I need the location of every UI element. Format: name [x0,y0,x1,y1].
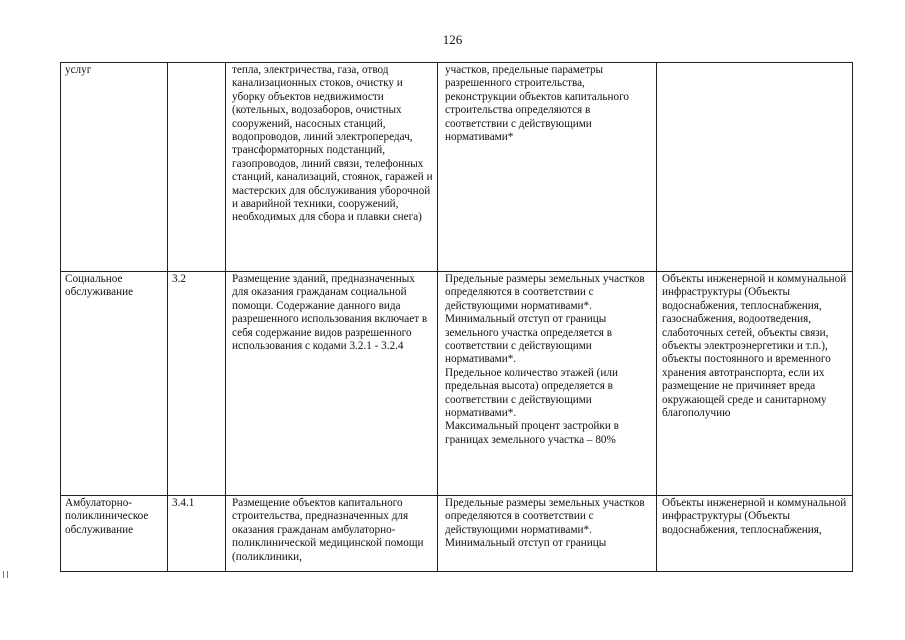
construction-parameters-cell [438,63,657,272]
auxiliary-uses-cell [657,272,853,496]
auxiliary-uses-cell [657,496,853,572]
scan-edge-mark [3,571,8,578]
construction-parameters: Предельные размеры земельных участков определяются в соответствии с действующими нормативами*. Минимальный отступ от границы земельного участка определяется в соответствии с действующими нормативами*. Предельное количество этажей (или предельная высота) определяется в соответствии с действующими нормативами*. Максимальный процент застройки в границах земельного участка – 80% [445,273,645,446]
page-number: 126 [442,32,463,47]
construction-parameters-cell [438,272,657,496]
use-type-name-cell [61,496,168,572]
table-row [61,496,853,572]
auxiliary-uses-cell [657,63,853,272]
construction-parameters: Предельные размеры земельных участков определяются в соответствии с действующими нормативами*. Минимальный отступ от границы [445,497,645,550]
use-type-code-cell [168,496,226,572]
construction-parameters-cell [438,496,657,572]
use-type-name-cell [61,63,168,272]
use-type-code: 3.4.1 [172,497,195,509]
table-row [61,272,853,496]
use-type-description-cell [226,272,438,496]
construction-parameters: участков, предельные параметры разрешенного строительства, реконструкции объектов капитального строительства определяются в соответствии с действующими нормативами* [445,64,630,144]
use-type-description-cell [226,496,438,572]
use-type-description: Размещение объектов капитального строительства, предназначенных для оказания гражданам амбулаторно-поликлинической медицинской помощи (поликлиники, [232,497,424,563]
land-use-table [60,62,853,572]
use-type-description: тепла, электричества, газа, отвод канализационных стоков, очистку и уборку объектов недвижимости (котельных, водозаборов, очистных сооружений, насосных станций, водопроводов, линий электропередач, трансформаторных подстанций, газопроводов, линий связи, телефонных станций, канализаций, стоянок, гаражей и мастерских для обслуживания уборочной и аварийной техники, сооружений, необходимых для сбора и плавки снега) [232,64,433,224]
auxiliary-uses: Объекты инженерной и коммунальной инфраструктуры (Объекты водоснабжения, теплоснабжения, газоснабжения, водоотведения, слаботочных сетей, объекты связи, объекты электроэнергетики и т.п.), объекты постоянного и временного хранения автотранспорта, если их размещение не причиняет вреда окружающей среде и санитарному благополучию [662,273,847,420]
use-type-description: Размещение зданий, предназначенных для оказания гражданам социальной помощи. Содержание данного вида разрешенного использования включает в себя содержание видов разрешенного использования с кодами 3.2.1 - 3.2.4 [232,273,428,353]
use-type-name-cell [61,272,168,496]
auxiliary-uses: Объекты инженерной и коммунальной инфраструктуры (Объекты водоснабжения, теплоснабжения, [662,497,847,536]
use-type-name: Социальное обслуживание [65,273,134,299]
use-type-code-cell [168,63,226,272]
use-type-code-cell [168,272,226,496]
use-type-name: услуг [65,64,92,76]
use-type-description-cell [226,63,438,272]
use-type-name: Амбулаторно-поликлиническое обслуживание [65,497,149,536]
table-row [61,63,853,272]
use-type-code: 3.2 [172,273,186,285]
